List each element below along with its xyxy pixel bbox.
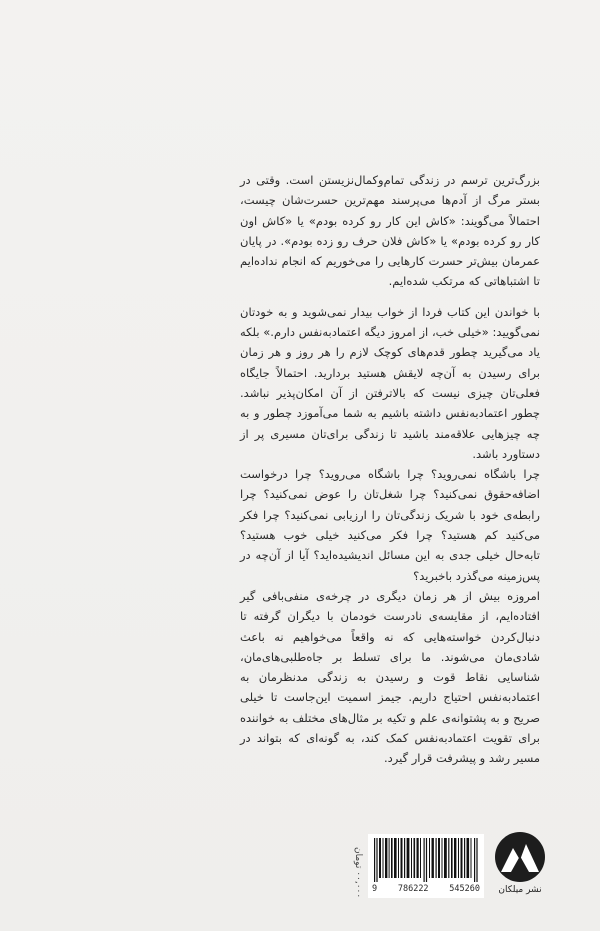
barcode-left-digit: 9 — [372, 884, 378, 894]
barcode-middle-digits: 786222 — [397, 884, 429, 894]
blurb-paragraph-3: چرا باشگاه نمی‌روید؟ چرا باشگاه می‌روید؟ چرا درخواست اضافه‌حقوق نمی‌کنید؟ چرا شغل‌تان را عوض نمی‌کنید؟ چرا رابطه‌ی خود با شریک زندگی‌تان را ارزیابی نمی‌کنید؟ چرا فکر می‌کنید کم هستید؟ چرا فکر می‌کنید خیلی خوب هستید؟ تابه‌حال خیلی جدی به این مسائل اندیشیده‌اید؟ آیا از آن‌چه در پس‌زمینه می‌گذرد باخبرید؟ — [240, 467, 540, 583]
isbn-barcode — [368, 834, 484, 898]
publisher-name: نشر میلکان — [498, 885, 542, 895]
blurb-paragraph-4: امروزه بیش از هر زمان دیگری در چرخه‌ی منفی‌بافی گیر افتاده‌ایم، از مقایسه‌ی نادرست خودمان با دیگران گرفته تا دنبال‌کردن خواسته‌هایی که نه واقعاً می‌خواهیم نه باعث شادی‌مان می‌شوند. ما برای تسلط بر جاه‌طلبی‌های‌مان، شناسایی نقاط قوت و رسیدن به زندگی مدنظرمان به اعتمادبه‌نفس احتیاج داریم. جیمز اسمیت این‌جاست تا خیلی صریح و به پشتوانه‌ی علم و تکیه بر مثال‌های مختلف به خواننده برای تقویت اعتمادبه‌نفس کمک کند، به گونه‌ای که بتواند در مسیر رشد و پیشرفت قرار گیرد. — [240, 588, 540, 766]
blurb-paragraph-1: بزرگ‌ترین ترسم در زندگی تمام‌وکمال‌نزیستن است. وقتی در بستر مرگ از آدم‌ها می‌پرسند مهم‌ترین حسرت‌شان چیست، احتمالاً می‌گویند: «کاش این کار رو کرده بودم» یا «کاش اون کار رو کرده بودم» یا «کاش فلان حرف رو زده بودم». در پایان عمرمان بیش‌تر حسرت کارهایی را می‌خوریم که انجام نداده‌ایم تا اشتباهاتی که مرتکب شده‌ایم. — [240, 173, 540, 289]
barcode-right-digits: 545260 — [449, 884, 480, 894]
mountain-logo-icon — [495, 832, 545, 882]
publisher-logo — [492, 832, 548, 902]
price-label: ۰۰,۰۰۰ تومان — [353, 846, 363, 898]
blurb-text — [240, 170, 540, 769]
blurb-paragraph-2: با خواندن این کتاب فردا از خواب بیدار نمی‌شوید و به خودتان نمی‌گویید: «خیلی خب، از امروز دیگه اعتمادبه‌نفس دارم.» بلکه یاد می‌گیرید چطور قدم‌های کوچک لازم را هر روز و هر زمان برای رسیدن به آن‌چه لایقش هستید بردارید. احتمالاً جایگاه فعلی‌تان چیزی نیست که بالاترفتن از آن امکان‌پذیر نباشد. چطور اعتمادبه‌نفس داشته باشیم به شما می‌آموزد چطور و به چه چیزهایی علاقه‌مند باشید تا زندگی برای‌تان مسیری پر از دستاورد باشد. — [240, 304, 540, 461]
barcode-number — [368, 884, 484, 894]
barcode-bars — [374, 838, 478, 882]
